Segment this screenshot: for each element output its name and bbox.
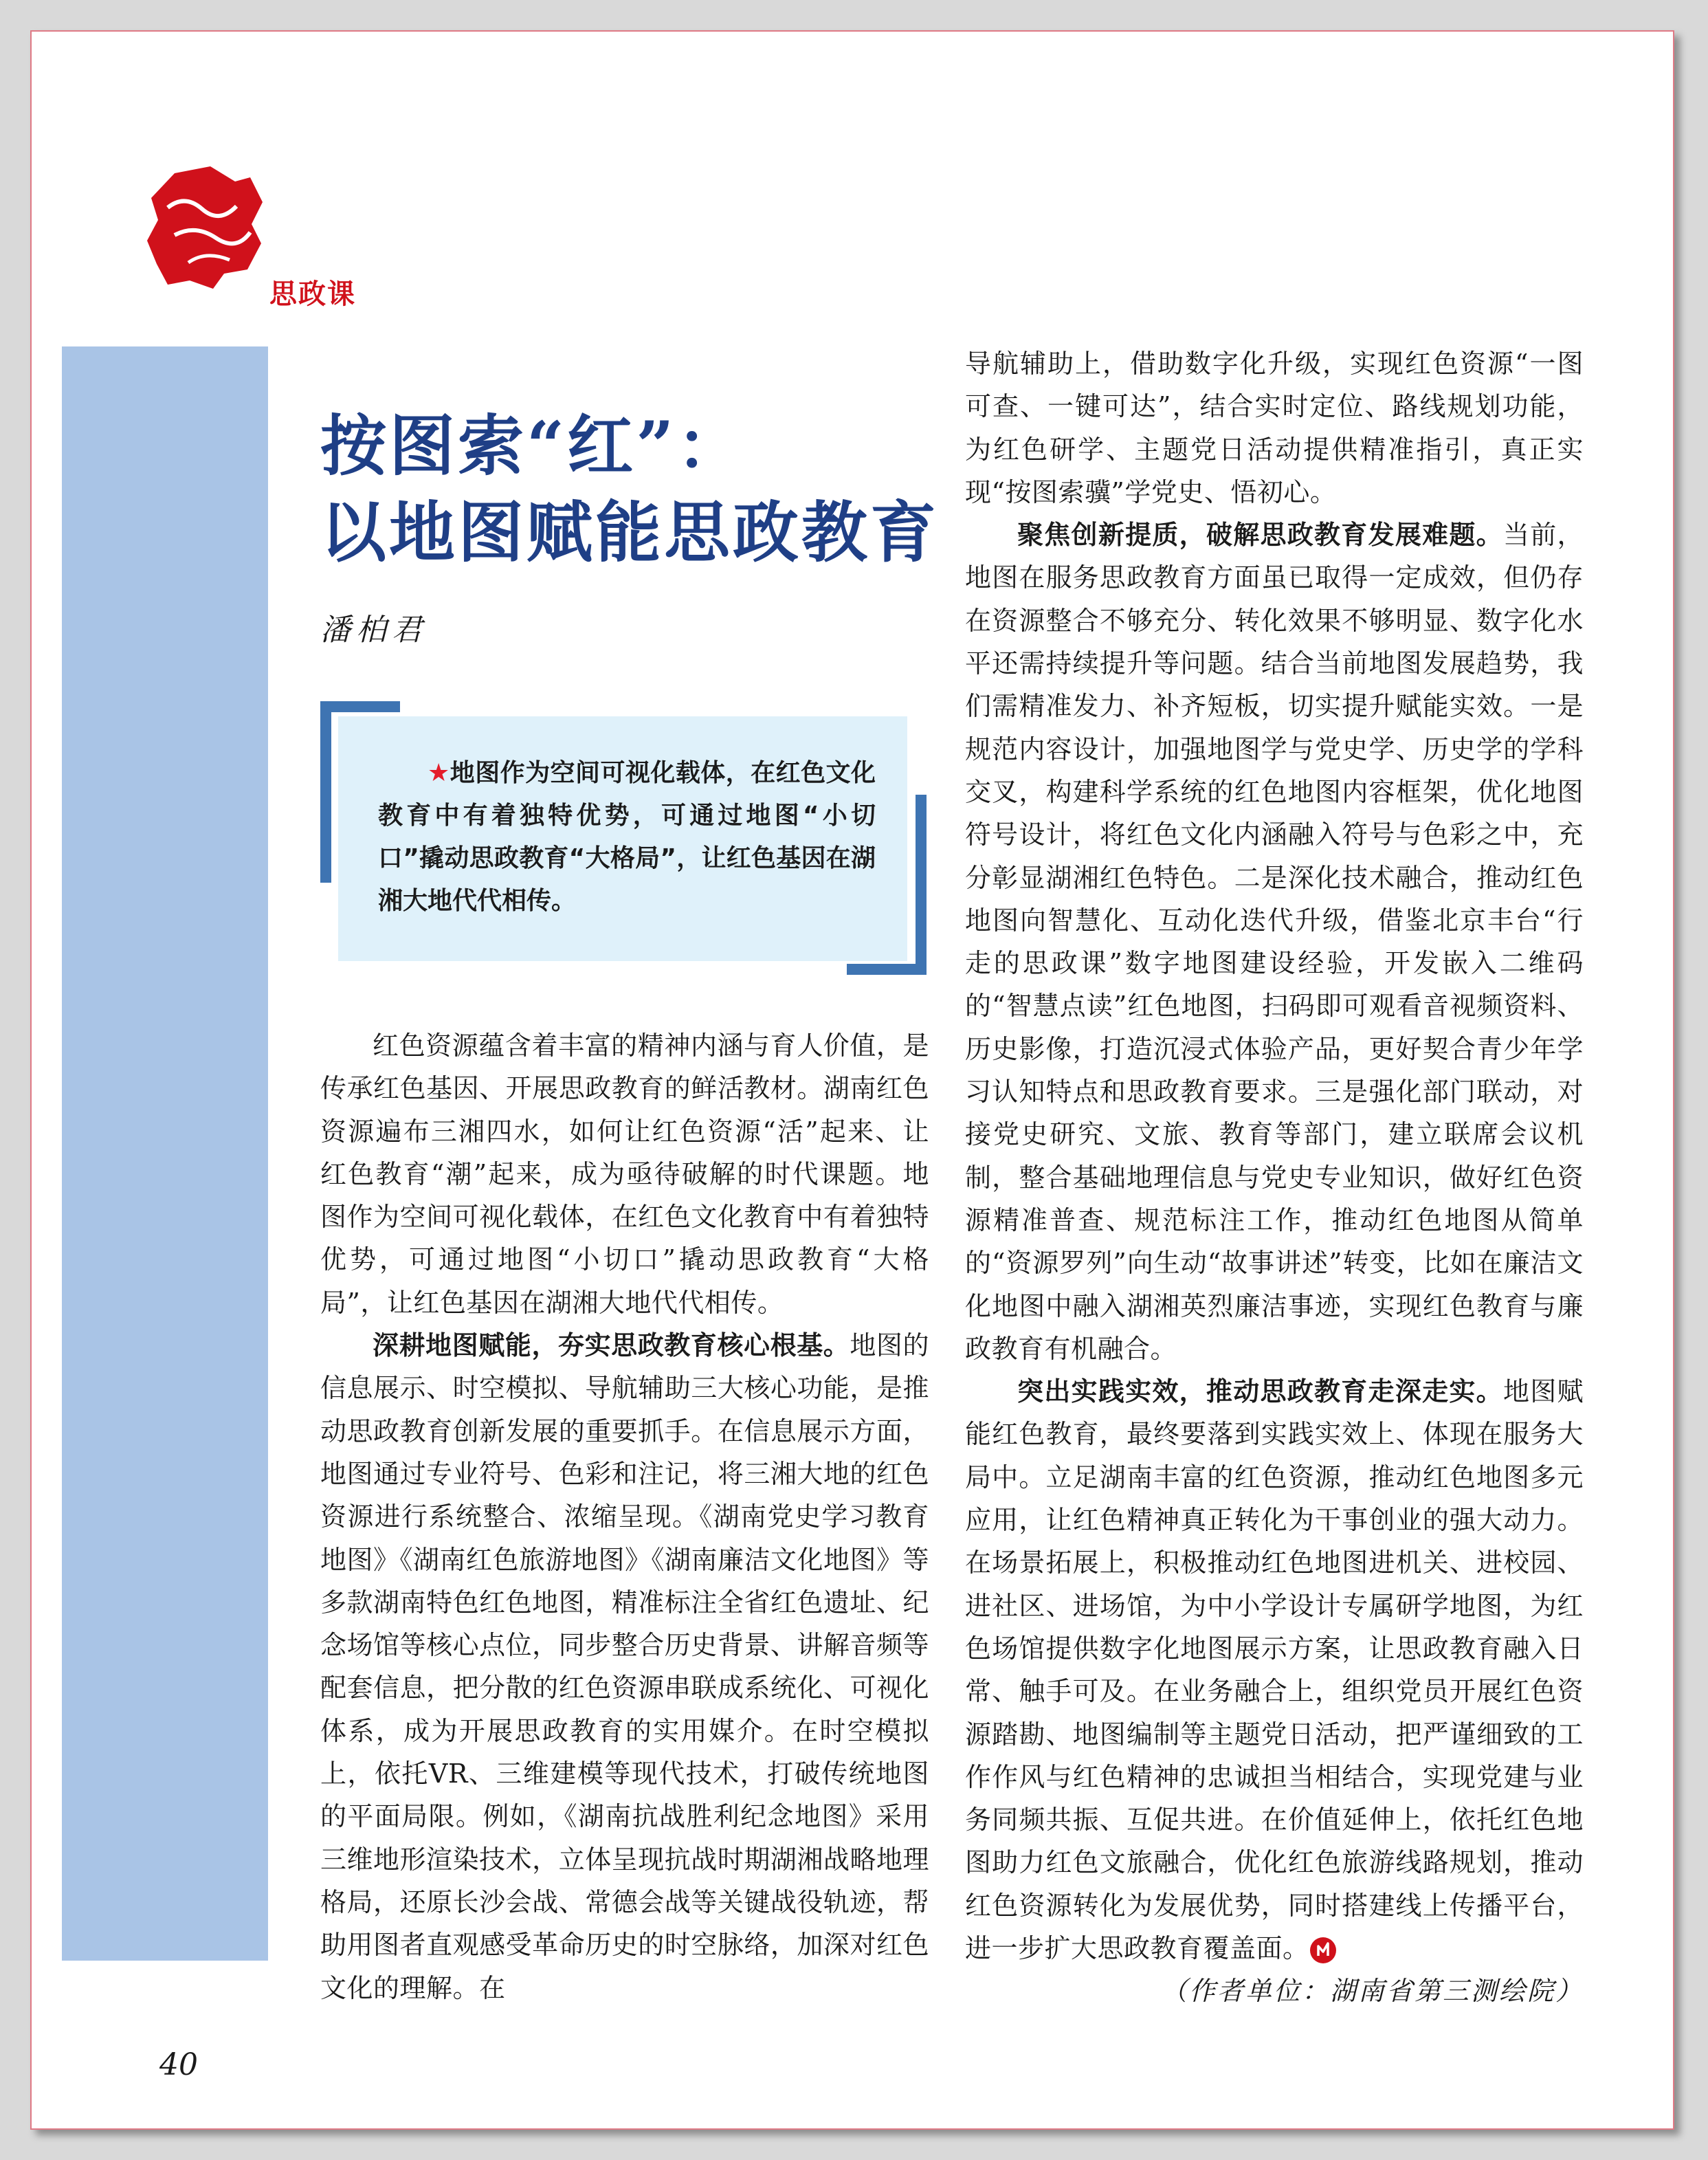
title-line-1: 按图索“红”： (320, 407, 746, 485)
section-3-body: 地图赋能红色教育，最终要落到实践实效上、体现在服务大局中。立足湖南丰富的红色资源，推动红色地图多元应用，让红色精神真正转化为干事创业的强大动力。在场景拓展上，积极推动红色地图进机关、进校园、进社区、进场馆，为中小学设计专属研学地图，为红色场馆提供数字化地图展示方案，让思政教育融入日常、触手可及。在业务融合上，组织党员开展红色资源踏勘、地图编制等主题党日活动，把严谨细致的工作作风与红色精神的忠诚担当相结合，实现党建与业务同频共振、互促共进。在价值延伸上，依托红色地图助力红色文旅融合，优化红色旅游线路规划，推动红色资源转化为发展优势，同时搭建线上传播平台，进一步扩大思政教育覆盖面。 (965, 1376, 1584, 1963)
paragraph-section-1-continued: 导航辅助上，借助数字化升级，实现红色资源“一图可查、一键可达”，结合实时定位、路线规划功能，为红色研学、主题党日活动提供精准指引，真正实现“按图索骥”学党史、悟初心。 (965, 349, 1584, 507)
left-column (320, 1024, 929, 2009)
sidebar-blue-bar (62, 346, 268, 1961)
xinxiang-pinglun-logo (147, 166, 264, 290)
author-affiliation: （作者单位：湖南省第三测绘院） (1160, 1976, 1584, 2007)
article-title (320, 403, 939, 576)
right-column (965, 342, 1584, 2013)
section-2-body: 当前，地图在服务思政教育方面虽已取得一定成效，但仍存在资源整合不够充分、转化效果不够明显、数字化水平还需持续提升等问题。结合当前地图发展趋势，我们需精准发力、补齐短板，切实提升赋能实效。一是规范内容设计，加强地图学与党史学、历史学的学科交叉，构建科学系统的红色地图内容框架，优化地图符号设计，将红色文化内涵融入符号与色彩之中，充分彰显湖湘红色特色。二是深化技术融合，推动红色地图向智慧化、互动化迭代升级，借鉴北京丰台“行走的思政课”数字地图建设经验，开发嵌入二维码的“智慧点读”红色地图，扫码即可观看音视频资料、历史影像，打造沉浸式体验产品，更好契合青少年学习认知特点和思政教育要求。三是强化部门联动，对接党史研究、文旅、教育等部门，建立联席会议机制，整合基础地理信息与党史专业知识，做好红色资源精准普查、规范标注工作，推动红色地图从简单的“资源罗列”向生动“故事讲述”转变，比如在廉洁文化地图中融入湖湘英烈廉洁事迹，实现红色教育与廉政教育有机融合。 (965, 520, 1584, 1364)
magazine-page (30, 30, 1674, 2130)
section-1-body: 地图的信息展示、时空模拟、导航辅助三大核心功能，是推动思政教育创新发展的重要抓手。在信息展示方面，地图通过专业符号、色彩和注记，将三湘大地的红色资源进行系统整合、浓缩呈现。《湖南党史学习教育地图》《湖南红色旅游地图》《湖南廉洁文化地图》等多款湖南特色红色地图，精准标注全省红色遗址、纪念场馆等核心点位，同步整合历史背景、讲解音频等配套信息，把分散的红色资源串联成系统化、可视化体系，成为开展思政教育的实用媒介。在时空模拟上，依托VR、三维建模等现代技术，打破传统地图的平面局限。例如，《湖南抗战胜利纪念地图》采用三维地形渲染技术，立体呈现抗战时期湖湘战略地理格局，还原长沙会战、常德会战等关键战役轨迹，帮助用图者直观感受革命历史的时空脉络，加深对红色文化的理解。在 (320, 1330, 930, 2003)
paragraph-section-2 (965, 514, 1584, 1370)
section-1-heading: 深耕地图赋能，夯实思政教育核心根基。 (373, 1330, 850, 1361)
pull-quote-text: 地图作为空间可视化载体，在红色文化教育中有着独特优势，可通过地图“小切口”撬动思政教育“大格局”，让红色基因在湖湘大地代代相传。 (378, 759, 876, 915)
section-2-heading: 聚焦创新提质，破解思政教育发展难题。 (1017, 520, 1503, 551)
xinxiang-end-mark-icon (1309, 1937, 1337, 1964)
pull-quote (338, 716, 907, 961)
page-number: 40 (159, 2047, 198, 2082)
section-3-heading: 突出实践实效，推动思政教育走深走实。 (1017, 1376, 1503, 1407)
paragraph-section-3 (965, 1370, 1584, 1970)
paragraph-section-1 (320, 1324, 929, 2009)
column-label: 思政课 (269, 278, 356, 310)
author-name: 潘柏君 (320, 613, 428, 648)
title-line-2: 以地图赋能思政教育 (320, 494, 939, 571)
paragraph-intro: 红色资源蕴含着丰富的精神内涵与育人价值，是传承红色基因、开展思政教育的鲜活教材。湖南红色资源遍布三湘四水，如何让红色资源“活”起来、让红色教育“潮”起来，成为亟待破解的时代课题。地图作为空间可视化载体，在红色文化教育中有着独特优势，可通过地图“小切口”撬动思政教育“大格局”，让红色基因在湖湘大地代代相传。 (320, 1031, 929, 1318)
red-star-icon: ★ (428, 759, 450, 787)
